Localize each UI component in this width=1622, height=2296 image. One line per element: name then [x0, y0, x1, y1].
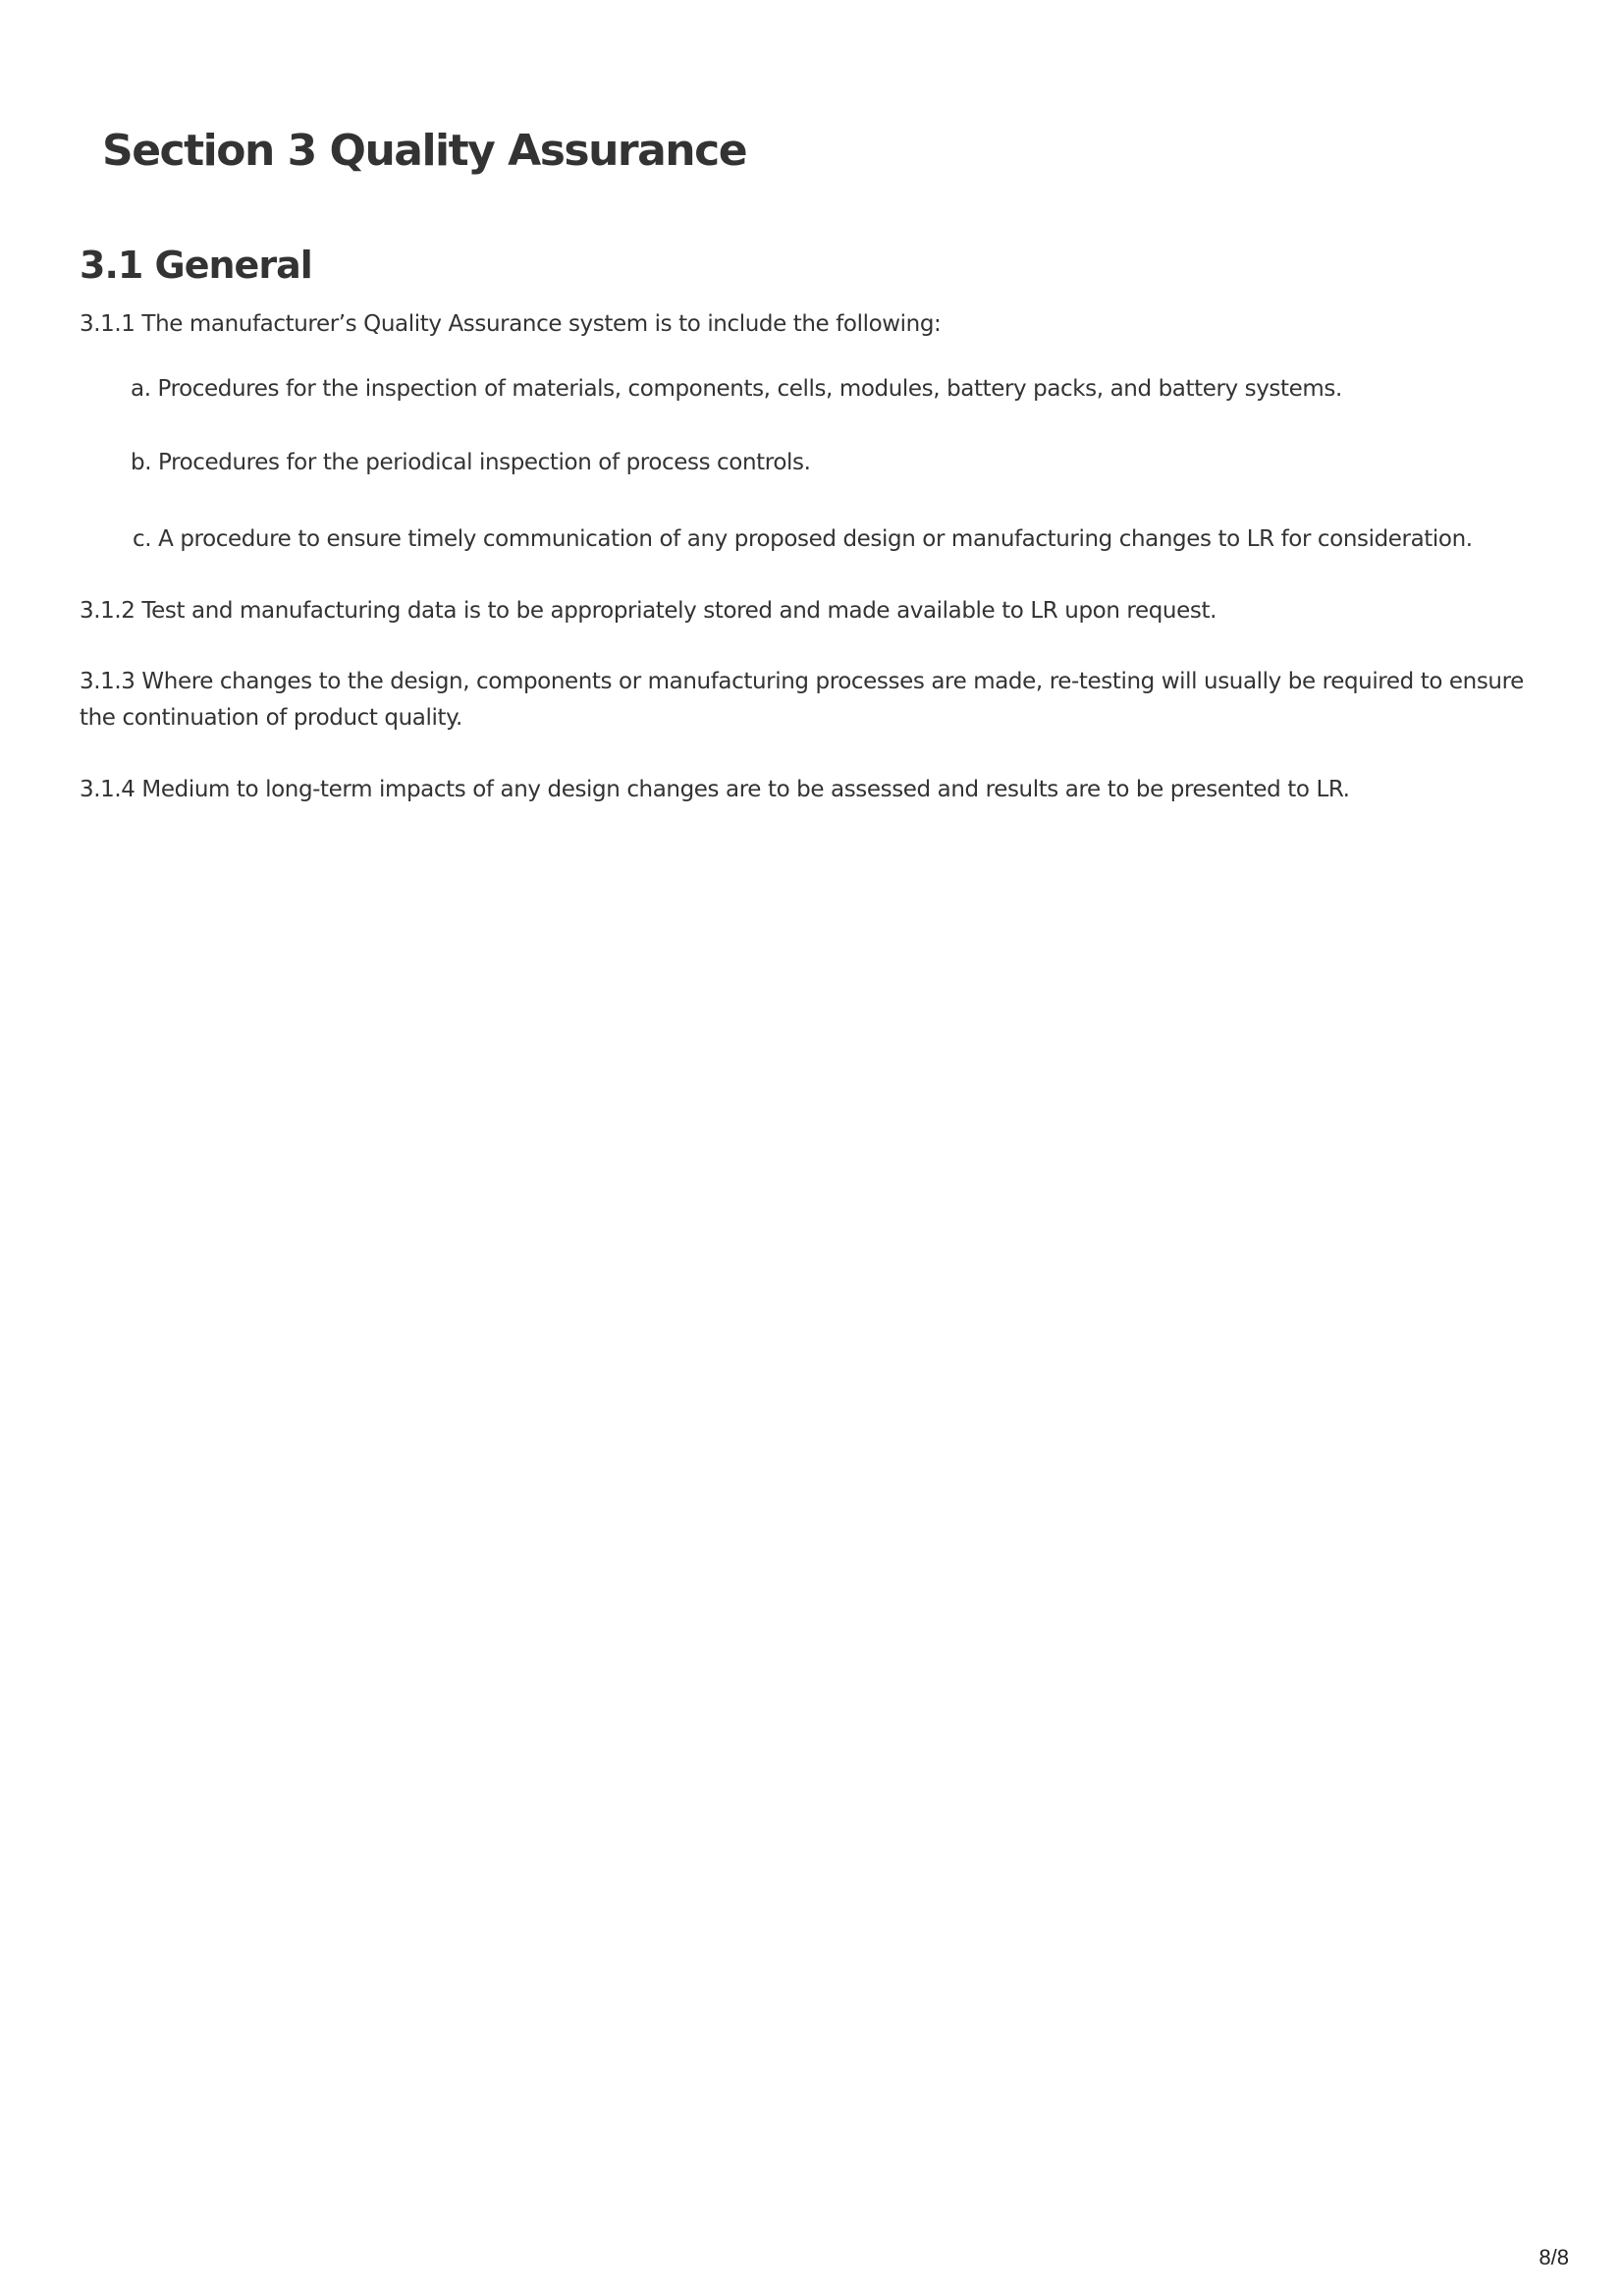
- paragraph-3-1-4: 3.1.4 Medium to long-term impacts of any design changes are to be assessed and results are to be presented to LR.: [80, 777, 1350, 802]
- subsection-title: 3.1 General: [80, 244, 312, 287]
- page-number: 8/8: [1539, 2245, 1569, 2269]
- paragraph-3-1-1: 3.1.1 The manufacturer’s Quality Assurance system is to include the following:: [80, 311, 942, 337]
- list-item-a: a. Procedures for the inspection of materials, components, cells, modules, battery packs, and battery systems.: [131, 376, 1342, 402]
- paragraph-3-1-2: 3.1.2 Test and manufacturing data is to be appropriately stored and made available to LR upon request.: [80, 598, 1216, 624]
- list-item-c: c. A procedure to ensure timely communication of any proposed design or manufacturing changes to LR for consideration.: [133, 526, 1473, 552]
- section-title: Section 3 Quality Assurance: [102, 126, 747, 176]
- paragraph-3-1-3: 3.1.3 Where changes to the design, components or manufacturing processes are made, re-testing will usually be required to ensure the continuation of product quality.: [80, 669, 1524, 731]
- list-item-b: b. Procedures for the periodical inspection of process controls.: [131, 450, 811, 475]
